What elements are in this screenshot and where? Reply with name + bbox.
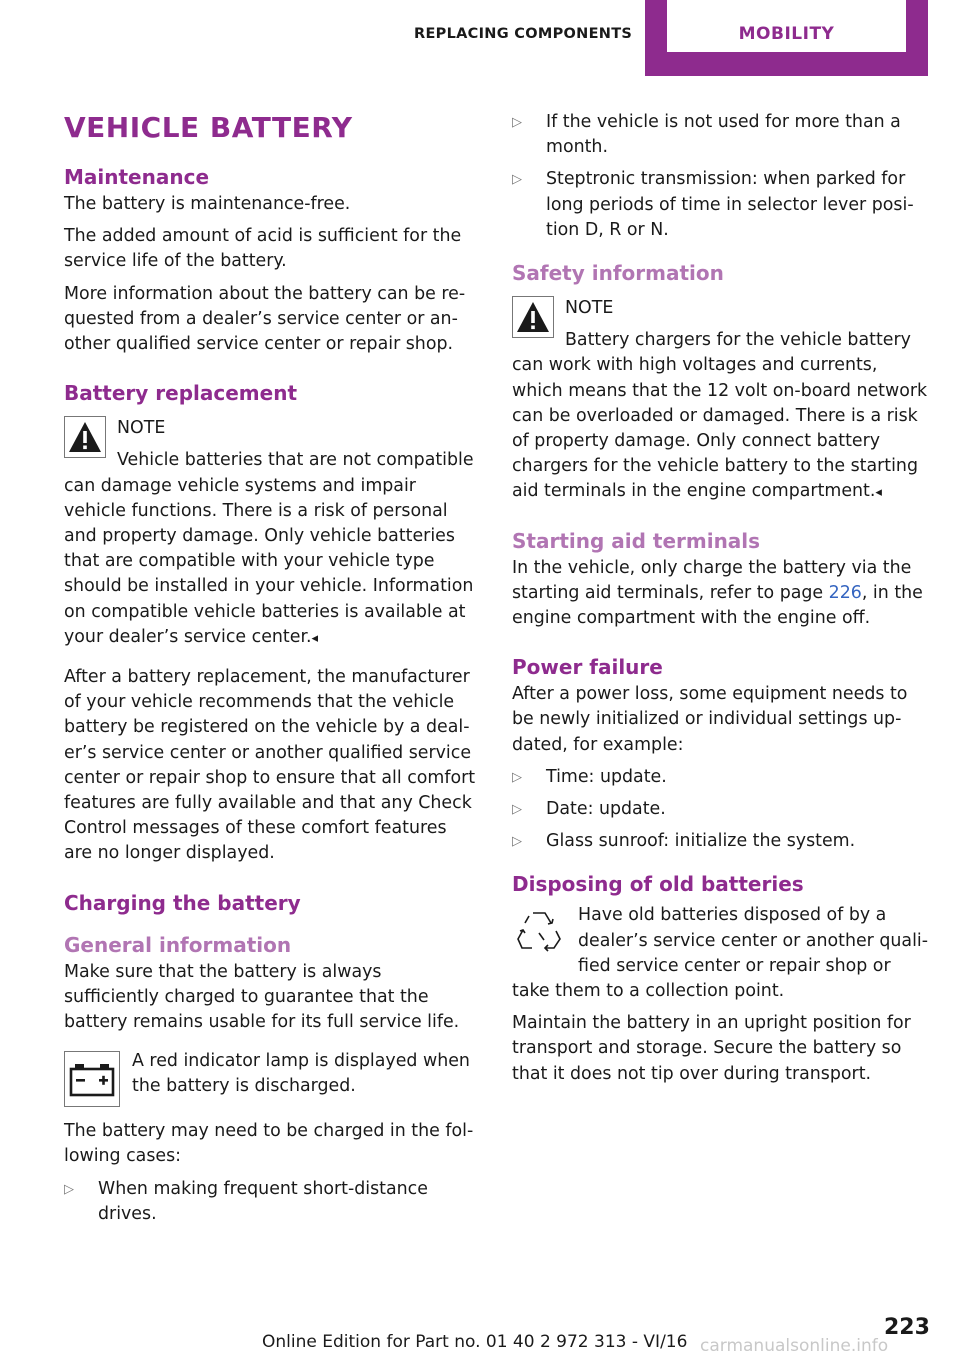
replacement-paragraph: After a battery replacement, the manufacturer of your vehicle recommends that the vehicle battery be registered on the vehicle by a dealer’s service center or another qualified service center or repair shop to ensure that all comfort features are fully available and that any Check Control messages of these comfort features are no longer displayed.: [64, 667, 476, 864]
cases-list: [64, 1177, 480, 1227]
general-information-heading: General information: [64, 932, 292, 957]
end-mark: ◂: [311, 630, 319, 646]
disposing-heading: Disposing of old batteries: [512, 872, 804, 897]
bullet-icon: ▷: [512, 769, 522, 785]
note-text: [64, 448, 480, 651]
bullet-icon: ▷: [512, 115, 522, 130]
end-mark: ◂: [875, 485, 882, 501]
warning-triangle-icon: [64, 416, 106, 458]
note-text: [512, 328, 932, 505]
maintenance-paragraph-1: The battery is maintenance-free.: [64, 194, 351, 214]
maintenance-heading: Maintenance: [64, 165, 210, 189]
safety-note: [512, 296, 932, 506]
power-failure-heading: Power failure: [512, 655, 663, 680]
disposing-block: [512, 903, 932, 1004]
list-item: ▷ When making frequent short-distance drives.: [64, 1178, 428, 1224]
list-item: ▷ Steptronic transmission: when parked for long periods of time in selector lever position D, R or N.: [512, 169, 914, 240]
cases-intro: The battery may need to be charged in the following cases:: [64, 1121, 474, 1167]
watermark: carmanualsonline.info: [700, 1336, 889, 1356]
battery-icon: [64, 1051, 120, 1107]
page-title: VEHICLE BATTERY: [64, 111, 353, 144]
power-failure-intro: After a power loss, some equipment needs to be newly initialized or individual settings updated, for example:: [512, 684, 908, 755]
bullet-icon: ▷: [512, 172, 522, 188]
disposing-paragraph-2: Maintain the battery in an upright position for transport and storage. Secure the battery so that it does not tip over during transport.: [512, 1013, 911, 1084]
recycle-icon: [512, 903, 566, 957]
list-item: ▷ Time: update.: [512, 765, 932, 790]
note-title: NOTE: [117, 418, 166, 439]
header-section-label: REPLACING COMPONENTS: [414, 26, 633, 42]
list-item: ▷ Glass sunroof: initialize the system.: [512, 829, 932, 854]
indicator-block: [64, 1047, 480, 1115]
page-number: 223: [884, 1315, 930, 1340]
safety-heading: Safety information: [512, 261, 724, 286]
power-failure-list: [512, 765, 932, 855]
list-item: ▷ Date: update.: [512, 797, 932, 822]
page-link[interactable]: 226: [828, 582, 862, 603]
warning-triangle-icon: [512, 296, 554, 338]
note-body: Battery chargers for the vehicle battery can work with high voltages and currents, which means that the 12 volt on-board network can be overloaded or damaged. There is a risk of property damage. Only connect battery chargers for the vehicle battery to the starting aid terminals in the engine compartment.: [512, 330, 928, 502]
note-body: Vehicle batteries that are not compatible can damage vehicle systems and impair vehicle functions. There is a risk of personal and property damage. Only vehicle batteries that are compatible with your vehicle type should be installed in your vehicle. Information on compatible vehicle batteries is available at your dealer’s service center.: [64, 450, 474, 647]
list-item: ▷ If the vehicle is not used for more than a month.: [512, 112, 901, 158]
bullet-icon: ▷: [64, 1181, 74, 1197]
left-column: [64, 108, 480, 1234]
cases-list-continued: [512, 110, 932, 243]
note-title: NOTE: [565, 298, 614, 319]
bullet-icon: ▷: [512, 802, 522, 818]
right-column: [512, 108, 932, 1094]
starting-aid-paragraph: In the vehicle, only charge the battery via the starting aid terminals, refer to page 226, in the engine compartment with the engine off.: [512, 557, 923, 629]
general-paragraph: Make sure that the battery is always sufficiently charged to guarantee that the battery remains usable for its full service life.: [64, 961, 460, 1033]
replacement-note: [64, 416, 480, 651]
maintenance-paragraph-2: The added amount of acid is sufficient for the service life of the battery.: [64, 226, 462, 272]
disposing-text: Have old batteries disposed of by a dealer’s service center or another qualified service center or repair shop or take them to a collection point.: [512, 905, 929, 1002]
starting-aid-heading: Starting aid terminals: [512, 528, 761, 553]
header-tab: [645, 0, 928, 76]
charging-heading: Charging the battery: [64, 890, 301, 915]
battery-replacement-heading: Battery replacement: [64, 381, 298, 406]
indicator-text: A red indicator lamp is displayed when the battery is discharged.: [132, 1051, 470, 1097]
maintenance-paragraph-3: More information about the battery can be requested from a dealer’s service center or another qualified service center or repair shop.: [64, 283, 466, 355]
footer-edition: Online Edition for Part no. 01 40 2 972 313 - VI/16: [262, 1332, 688, 1352]
header-tab-label: MOBILITY: [667, 0, 906, 52]
bullet-icon: ▷: [512, 834, 522, 850]
